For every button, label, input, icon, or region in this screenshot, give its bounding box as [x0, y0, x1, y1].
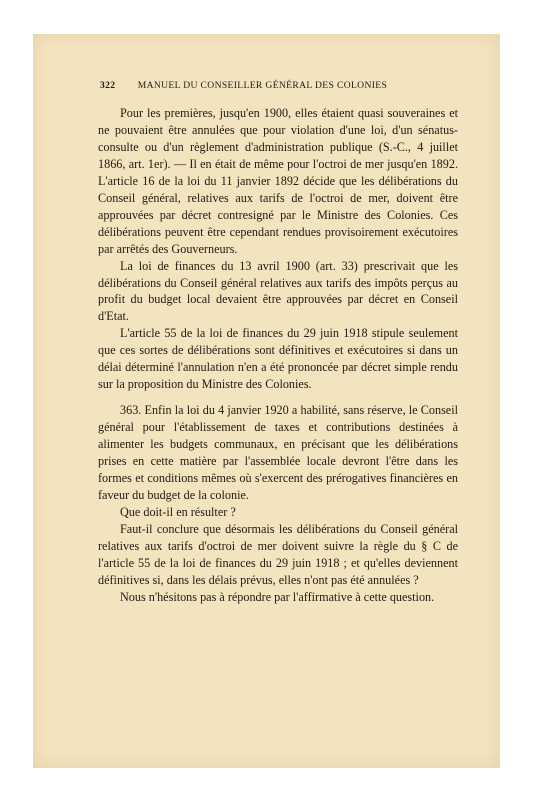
page-number: 322 — [100, 80, 116, 91]
page-header — [100, 80, 460, 91]
paragraph: 363. Enfin la loi du 4 janvier 1920 a habilité, sans réserve, le Conseil général pour l'établissement de taxes et contributions destinées à alimenter les budgets communaux, en précisant que les délibérations prises en cette matière par l'assemblée locale devront l'être dans les formes et conditions mêmes où s'exercent des prérogatives financières en faveur du budget de la colonie. — [98, 403, 458, 502]
page-body — [98, 105, 458, 606]
paragraph: Que doit-il en résulter ? — [120, 504, 236, 519]
paragraph: Pour les premières, jusqu'en 1900, elles étaient quasi souveraines et ne pouvaient être annulées que pour violation d'une loi, d'un sénatus-consulte ou d'un règlement d'administration publique (S.-C., 4 juillet 1866, art. 1er). — Il en était de même pour l'octroi de mer jusqu'en 1892. L'article 16 de la loi du 11 janvier 1892 décide que les délibérations du Conseil général, relatives aux tarifs de l'octroi de mer, doivent être approuvées par décret contresigné par le Ministre des Colonies. Ces délibérations peuvent être cependant rendues provisoirement exécutoires par arrêtés des Gouverneurs. — [98, 106, 458, 256]
paragraph: Faut-il conclure que désormais les délibérations du Conseil général relatives aux tarifs d'octroi de mer doivent suivre la règle du § C de l'article 55 de la loi de finances du 29 juin 1918 ; et qu'elles deviennent définitives si, dans les délais prévus, elles n'ont pas été annulées ? — [98, 521, 458, 587]
running-title: MANUEL DU CONSEILLER GÉNÉRAL DES COLONIES — [137, 80, 388, 91]
paragraph: Nous n'hésitons pas à répondre par l'affirmative à cette question. — [120, 589, 435, 604]
paragraph: La loi de finances du 13 avril 1900 (art. 33) prescrivait que les délibérations du Conseil général relatives aux tarifs des impôts perçus au profit du budget local devaient être approuvées par décret en Conseil d'Etat. — [98, 258, 458, 324]
paragraph: L'article 55 de la loi de finances du 29 juin 1918 stipule seulement que ces sortes de délibérations sont définitives et exécutoires si dans un délai déterminé l'annulation n'en a été prononcée par décret simple rendu sur la proposition du Ministre des Colonies. — [98, 326, 458, 392]
